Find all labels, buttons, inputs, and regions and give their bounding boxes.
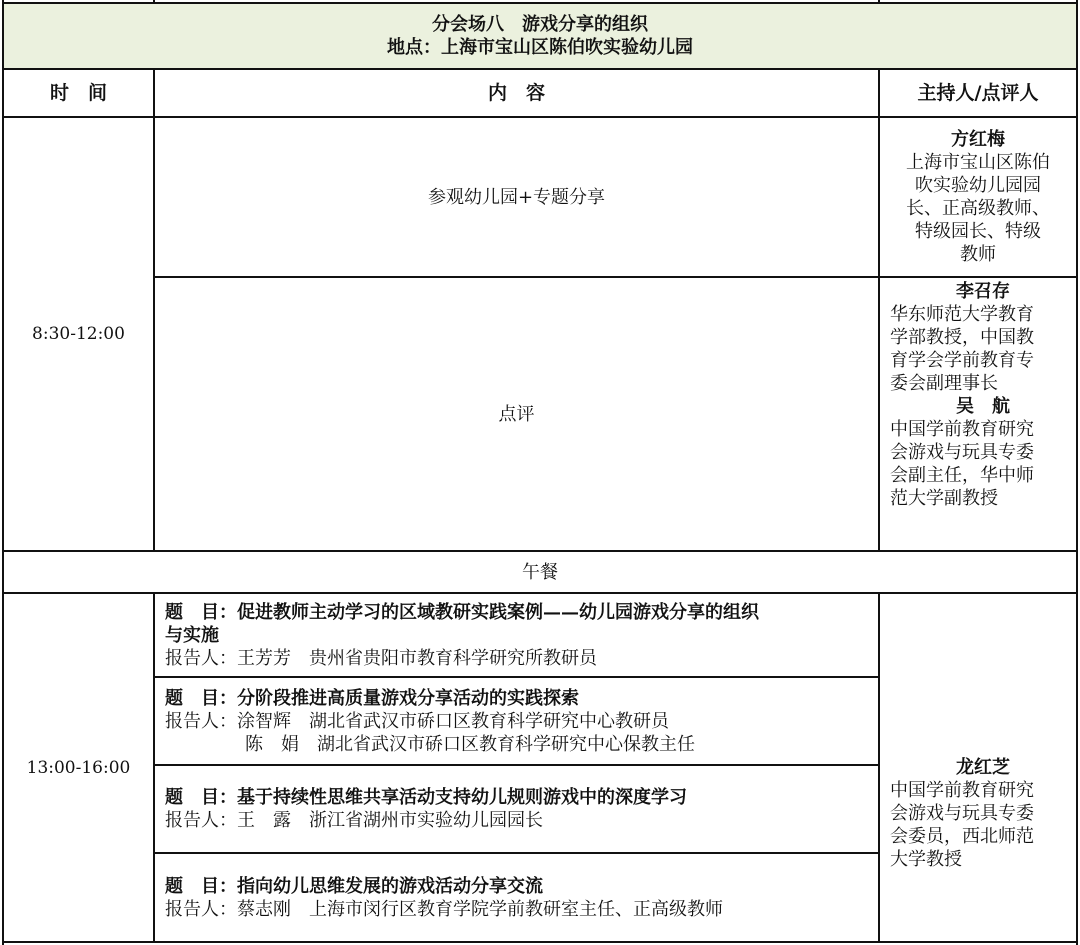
table-border <box>153 592 155 943</box>
table-border <box>2 116 1078 118</box>
table-border <box>2 592 1078 594</box>
talk-topic-label: 题 目： <box>165 875 237 897</box>
session-title: 分会场八 游戏分享的组织 <box>432 14 648 35</box>
host-desc-line: 会委员，西北师范 <box>890 826 1034 847</box>
reviewer-desc-line: 学部教授，中国教 <box>890 327 1034 348</box>
reviewer-desc-line: 会游戏与玩具专委 <box>890 442 1034 463</box>
reviewer-desc-line: 中国学前教育研究 <box>890 419 1034 440</box>
talk-item <box>155 678 878 764</box>
talk-speaker: 报告人：王 露 浙江省湖州市实验幼儿园园长 <box>165 810 543 831</box>
host-desc-line: 吹实验幼儿园园 <box>915 175 1041 196</box>
talk-topic: 基于持续性思维共享活动支持幼儿规则游戏中的深度学习 <box>237 787 687 808</box>
reviewer-desc-line: 会副主任，华中师 <box>890 465 1034 486</box>
morning-item-content: 点评 <box>498 403 535 425</box>
column-header-time: 时 间 <box>49 82 107 104</box>
talk-topic-label: 题 目： <box>165 787 237 808</box>
reviewer-desc-line: 育学会学前教育专 <box>890 350 1034 371</box>
talk-item <box>155 766 878 852</box>
table-border <box>2 2 1078 4</box>
talk-speaker: 报告人：蔡志刚 上海市闵行区教育学院学前教研室主任、正高级教师 <box>165 898 723 920</box>
host-name: 方红梅 <box>951 129 1005 150</box>
session-location: 地点：上海市宝山区陈伯吹实验幼儿园 <box>387 37 693 58</box>
host-desc-line: 特级园长、特级 <box>915 221 1041 242</box>
talk-topic-cont: 与实施 <box>165 624 219 646</box>
host-name: 龙红芝 <box>956 757 1010 778</box>
table-border <box>153 0 155 4</box>
reviewer-desc-line: 华东师范大学教育 <box>890 304 1034 325</box>
table-border <box>153 676 878 678</box>
reviewer-name: 李召存 <box>956 281 1010 302</box>
table-border <box>878 68 880 550</box>
table-border <box>153 68 155 550</box>
host-desc-line: 教师 <box>960 244 996 265</box>
column-header-content: 内 容 <box>487 82 545 104</box>
table-border <box>1076 0 1078 945</box>
talk-speaker: 报告人：涂智辉 湖北省武汉市硚口区教育科学研究中心教研员 <box>165 710 669 732</box>
table-border <box>153 276 1078 278</box>
morning-item-reviewers <box>880 280 1076 550</box>
talk-topic: 分阶段推进高质量游戏分享活动的实践探索 <box>237 687 579 709</box>
reviewer-name: 吴 航 <box>956 396 1010 417</box>
host-desc-line: 长、正高级教师、 <box>906 198 1050 219</box>
morning-item-host <box>880 118 1076 276</box>
talk-topic-label: 题 目： <box>165 601 237 623</box>
host-desc-line: 大学教授 <box>890 849 962 870</box>
reviewer-desc-line: 范大学副教授 <box>890 488 998 509</box>
table-border <box>153 852 878 854</box>
morning-item-content: 参观幼儿园+专题分享 <box>427 186 606 208</box>
host-desc-line: 上海市宝山区陈伯 <box>906 152 1050 173</box>
talk-topic: 促进教师主动学习的区域教研实践案例——幼儿园游戏分享的组织 <box>237 601 759 623</box>
table-border <box>2 550 1078 552</box>
session-header <box>4 4 1076 68</box>
table-border <box>878 592 880 943</box>
talk-topic: 指向幼儿思维发展的游戏活动分享交流 <box>237 875 543 897</box>
talk-speaker: 报告人：王芳芳 贵州省贵阳市教育科学研究所教研员 <box>165 647 597 669</box>
table-border <box>2 68 1078 70</box>
lunch-row: 午餐 <box>522 561 558 583</box>
column-header-host: 主持人/点评人 <box>917 82 1039 104</box>
talk-topic-label: 题 目： <box>165 687 237 709</box>
host-desc-line: 会游戏与玩具专委 <box>890 803 1034 824</box>
talk-item <box>155 594 878 676</box>
afternoon-time: 13:00-16:00 <box>26 757 131 778</box>
table-border <box>2 941 1078 943</box>
morning-time: 8:30-12:00 <box>32 324 125 344</box>
table-border <box>153 764 878 766</box>
table-border <box>878 0 880 4</box>
afternoon-host <box>880 756 1076 896</box>
reviewer-desc-line: 委会副理事长 <box>890 373 998 394</box>
host-desc-line: 中国学前教育研究 <box>890 780 1034 801</box>
table-border <box>2 0 4 945</box>
talk-speaker: 陈 娟 湖北省武汉市硚口区教育科学研究中心保教主任 <box>245 733 695 755</box>
talk-item <box>155 854 878 941</box>
